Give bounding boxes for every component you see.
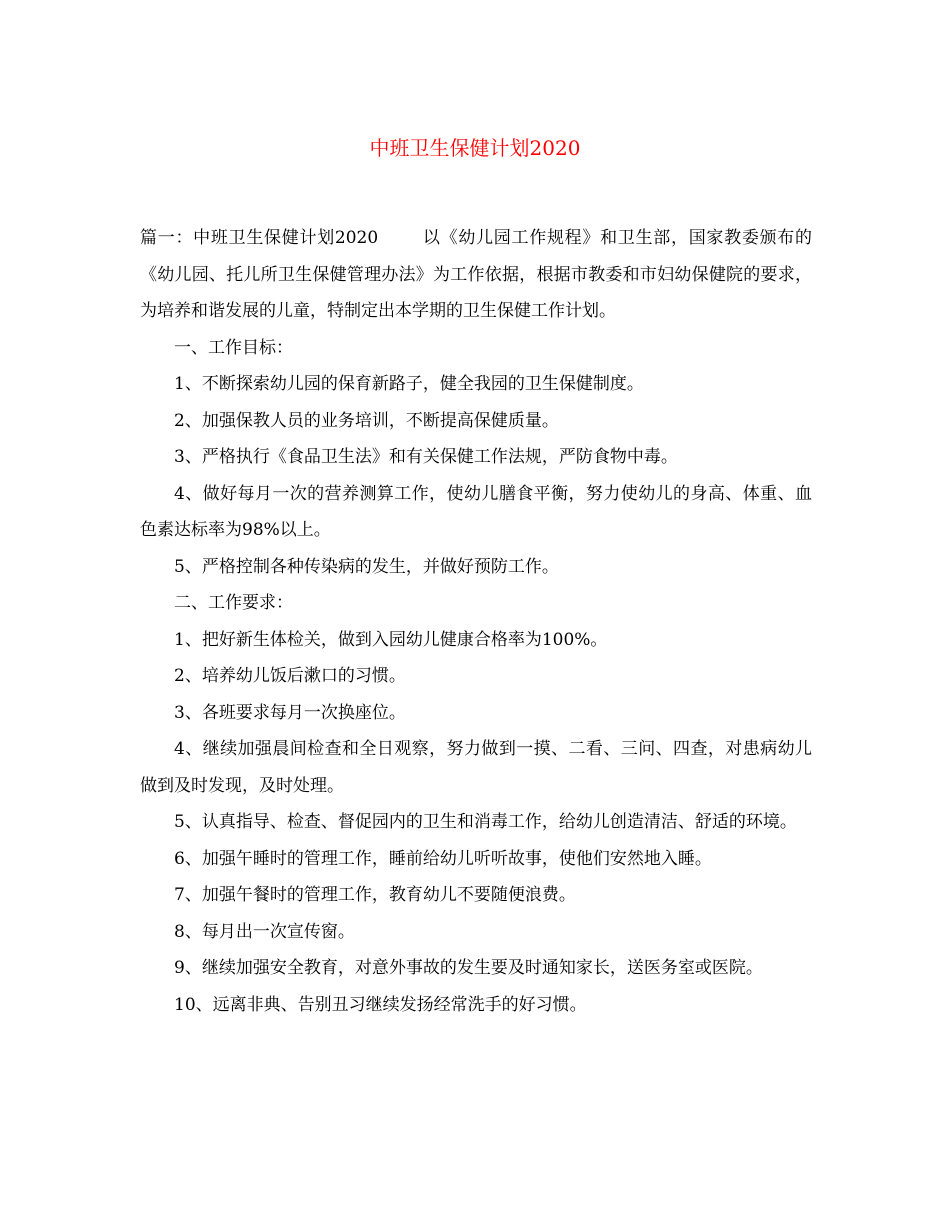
section-heading-requirements: 二、工作要求： [174, 593, 293, 613]
intro-text: 以《幼儿园工作规程》和卫生部，国家教委颁布的《幼儿园、托儿所卫生保健管理办法》为工作依据，根据市教委和市妇幼保健院的要求，为培养和谐发展的儿童，特制定出本学期的卫生保健工作计划。 [140, 228, 813, 321]
requirement-item: 6、加强午睡时的管理工作，睡前给幼儿听听故事，使他们安然地入睡。 [174, 848, 712, 869]
intro-paragraph [140, 220, 812, 330]
requirement-item: 8、每月出一次宣传窗。 [174, 921, 355, 942]
requirement-item: 10、远离非典、告别丑习继续发扬经常洗手的好习惯。 [174, 994, 587, 1015]
intro-label: 篇一：中班卫生保健计划2020 [140, 228, 379, 248]
requirement-item: 2、培养幼儿饭后漱口的习惯。 [174, 666, 406, 686]
requirement-item: 4、继续加强晨间检查和全日观察，努力做到一摸、二看、三问、四查，对患病幼儿做到及时发现，及时处理。 [140, 739, 812, 796]
goal-item: 2、加强保教人员的业务培训，不断提高保健质量。 [174, 410, 559, 431]
document-title: 中班卫生保健计划2020 [369, 136, 581, 160]
requirement-item: 3、各班要求每月一次换座位。 [174, 702, 406, 723]
requirement-item: 7、加强午餐时的管理工作，教育幼儿不要随便浪费。 [174, 885, 576, 905]
requirement-item: 9、继续加强安全教育，对意外事故的发生要及时通知家长，送医务室或医院。 [174, 958, 763, 978]
goal-item: 3、严格执行《食品卫生法》和有关保健工作法规，严防食物中毒。 [174, 447, 678, 467]
requirement-item: 5、认真指导、检查、督促园内的卫生和消毒工作，给幼儿创造清洁、舒适的环境。 [174, 812, 797, 832]
document-body [140, 220, 812, 1023]
goal-item: 5、严格控制各种传染病的发生，并做好预防工作。 [174, 556, 559, 577]
goal-item: 1、不断探索幼儿园的保育新路子，健全我园的卫生保健制度。 [174, 374, 644, 394]
section-heading-goals: 一、工作目标： [174, 337, 293, 358]
goal-item: 4、做好每月一次的营养测算工作，使幼儿膳食平衡，努力使幼儿的身高、体重、血色素达标率为98%以上。 [140, 483, 812, 540]
requirement-item: 1、把好新生体检关，做到入园幼儿健康合格率为100%。 [174, 629, 608, 650]
